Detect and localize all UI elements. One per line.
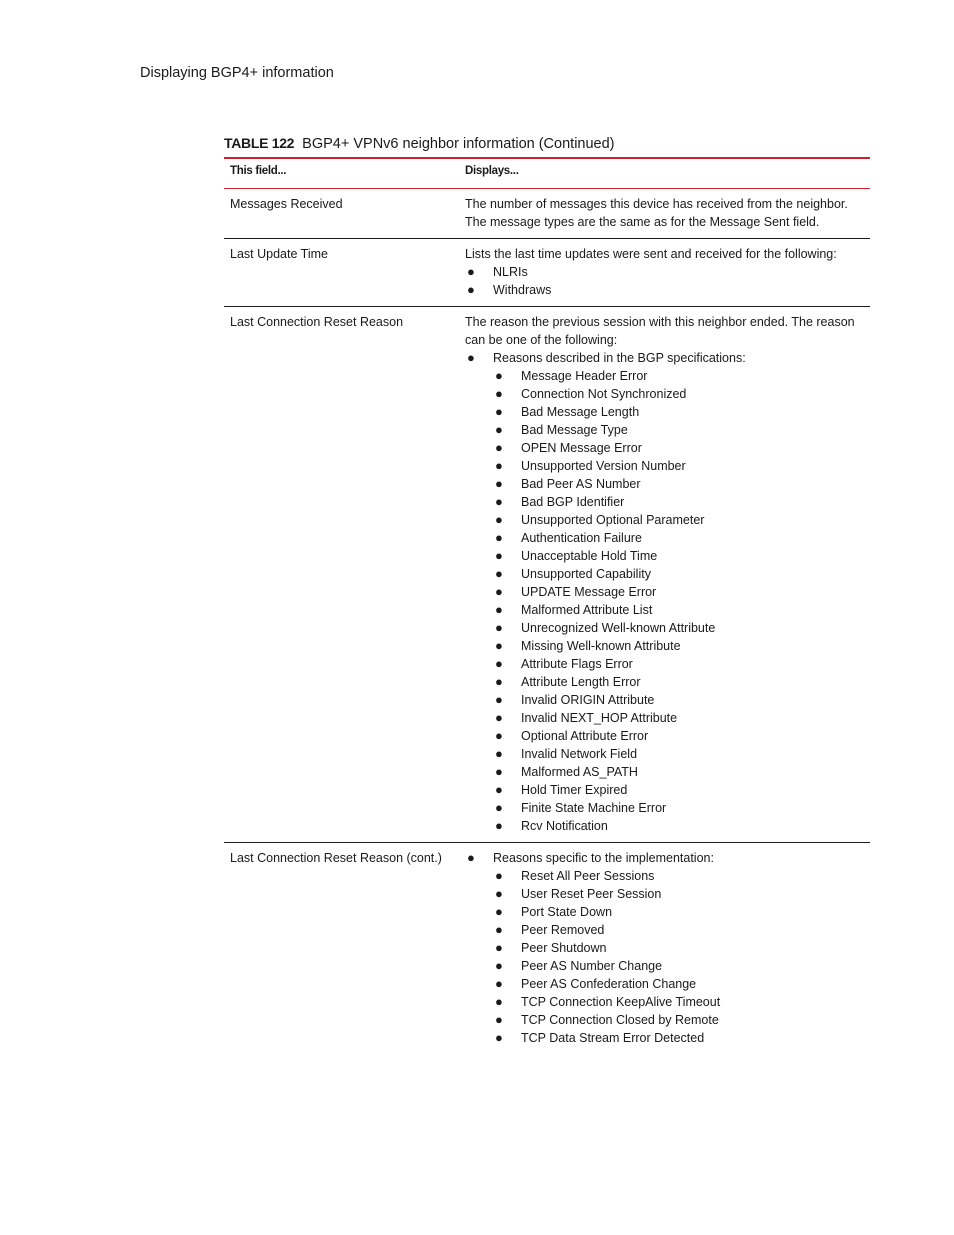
list-item-text: Unrecognized Well-known Attribute xyxy=(521,621,716,635)
column-header-displays: Displays... xyxy=(465,165,519,177)
list-item-text: NLRIs xyxy=(493,265,528,279)
list-item-text: Attribute Flags Error xyxy=(521,657,633,671)
bullet-icon: ● xyxy=(495,476,503,491)
list-item-text: Port State Down xyxy=(521,905,613,919)
list-item-text: OPEN Message Error xyxy=(521,441,642,455)
bullet-icon: ● xyxy=(495,494,503,509)
list-item-text: Missing Well-known Attribute xyxy=(521,639,681,653)
list-item-text: Withdraws xyxy=(493,283,552,297)
list-item xyxy=(493,493,870,511)
list-item xyxy=(493,547,870,565)
field-name: Messages Received xyxy=(230,197,343,211)
list-item-text: Malformed AS_PATH xyxy=(521,765,638,779)
list-item-text: Peer Removed xyxy=(521,923,605,937)
bullet-icon: ● xyxy=(495,868,503,883)
list-item xyxy=(465,349,870,835)
list-item xyxy=(465,849,870,1047)
field-description xyxy=(458,307,870,842)
field-name: Last Connection Reset Reason xyxy=(230,315,404,329)
table-row xyxy=(224,189,870,239)
bullet-list xyxy=(465,263,870,299)
list-item xyxy=(465,263,870,281)
list-item xyxy=(493,475,870,493)
list-item xyxy=(493,385,870,403)
list-item-text: Invalid NEXT_HOP Attribute xyxy=(521,711,678,725)
column-header-field: This field... xyxy=(230,165,287,177)
list-item-text: TCP Data Stream Error Detected xyxy=(521,1031,705,1045)
bullet-icon: ● xyxy=(495,620,503,635)
field-description xyxy=(458,239,870,306)
bullet-icon: ● xyxy=(495,764,503,779)
group-label: Reasons specific to the implementation: xyxy=(493,851,714,865)
table-row xyxy=(224,239,870,307)
list-item xyxy=(493,727,870,745)
list-item xyxy=(493,403,870,421)
bullet-icon: ● xyxy=(495,566,503,581)
list-item xyxy=(493,957,870,975)
list-item xyxy=(493,709,870,727)
list-item-text: Bad BGP Identifier xyxy=(521,495,625,509)
list-item xyxy=(465,281,870,299)
table-row xyxy=(224,307,870,843)
list-item xyxy=(493,993,870,1011)
table-header-row xyxy=(224,159,870,189)
bullet-icon: ● xyxy=(495,746,503,761)
bullet-icon: ● xyxy=(495,994,503,1009)
list-item xyxy=(493,867,870,885)
bullet-icon: ● xyxy=(495,548,503,563)
bullet-icon: ● xyxy=(495,1012,503,1027)
list-item-text: Peer AS Confederation Change xyxy=(521,977,697,991)
bullet-icon: ● xyxy=(495,782,503,797)
bullet-icon: ● xyxy=(495,976,503,991)
bullet-list xyxy=(465,849,870,1047)
list-item xyxy=(493,885,870,903)
list-item-text: Malformed Attribute List xyxy=(521,603,653,617)
list-item xyxy=(493,691,870,709)
list-item xyxy=(493,799,870,817)
list-item-text: Bad Message Type xyxy=(521,423,628,437)
neighbor-info-table xyxy=(224,157,870,1054)
list-item-text: Unsupported Optional Parameter xyxy=(521,513,705,527)
bullet-icon: ● xyxy=(495,422,503,437)
list-item-text: Peer AS Number Change xyxy=(521,959,663,973)
table-number: TABLE 122 xyxy=(224,135,295,151)
description-text: The number of messages this device has received from the neighbor. The message types are the same as for the Message Sent field. xyxy=(465,197,848,229)
list-item xyxy=(493,655,870,673)
list-item-text: Invalid Network Field xyxy=(521,747,638,761)
bullet-list xyxy=(465,349,870,835)
list-item-text: Message Header Error xyxy=(521,369,648,383)
list-item-text: Rcv Notification xyxy=(521,819,608,833)
bullet-icon: ● xyxy=(495,602,503,617)
running-header: Displaying BGP4+ information xyxy=(140,65,334,81)
list-item-text: Reset All Peer Sessions xyxy=(521,869,655,883)
list-item-text: Bad Peer AS Number xyxy=(521,477,641,491)
list-item xyxy=(493,637,870,655)
field-name: Last Update Time xyxy=(230,247,328,261)
list-item-text: Unsupported Capability xyxy=(521,567,651,581)
bullet-icon: ● xyxy=(495,440,503,455)
list-item xyxy=(493,367,870,385)
list-item xyxy=(493,601,870,619)
list-item xyxy=(493,565,870,583)
list-item xyxy=(493,921,870,939)
list-item-text: Hold Timer Expired xyxy=(521,783,628,797)
list-item xyxy=(493,583,870,601)
list-item xyxy=(493,457,870,475)
list-item xyxy=(493,763,870,781)
bullet-icon: ● xyxy=(495,922,503,937)
table-row xyxy=(224,843,870,1054)
bullet-icon: ● xyxy=(467,850,475,865)
bullet-icon: ● xyxy=(495,584,503,599)
list-item-text: Unsupported Version Number xyxy=(521,459,686,473)
list-item xyxy=(493,421,870,439)
bullet-icon: ● xyxy=(467,264,475,279)
table-caption xyxy=(224,135,615,152)
list-item-text: TCP Connection Closed by Remote xyxy=(521,1013,719,1027)
field-description xyxy=(458,189,870,238)
bullet-icon: ● xyxy=(495,800,503,815)
list-item xyxy=(493,439,870,457)
table-title: BGP4+ VPNv6 neighbor information (Continued) xyxy=(302,136,615,152)
bullet-icon: ● xyxy=(467,350,475,365)
bullet-icon: ● xyxy=(495,958,503,973)
field-description xyxy=(458,843,870,1054)
bullet-icon: ● xyxy=(495,886,503,901)
nested-bullet-list xyxy=(493,867,870,1047)
list-item-text: TCP Connection KeepAlive Timeout xyxy=(521,995,721,1009)
bullet-icon: ● xyxy=(495,904,503,919)
list-item xyxy=(493,975,870,993)
list-item xyxy=(493,529,870,547)
list-item-text: Peer Shutdown xyxy=(521,941,607,955)
bullet-icon: ● xyxy=(495,674,503,689)
list-item xyxy=(493,619,870,637)
list-item xyxy=(493,511,870,529)
bullet-icon: ● xyxy=(495,692,503,707)
bullet-icon: ● xyxy=(495,404,503,419)
bullet-icon: ● xyxy=(495,818,503,833)
list-item xyxy=(493,939,870,957)
list-item-text: Finite State Machine Error xyxy=(521,801,667,815)
bullet-icon: ● xyxy=(495,1030,503,1045)
bullet-icon: ● xyxy=(495,458,503,473)
bullet-icon: ● xyxy=(467,282,475,297)
list-item xyxy=(493,1011,870,1029)
bullet-icon: ● xyxy=(495,656,503,671)
list-item-text: Unacceptable Hold Time xyxy=(521,549,658,563)
field-name: Last Connection Reset Reason (cont.) xyxy=(230,851,442,865)
bullet-icon: ● xyxy=(495,368,503,383)
description-text: Lists the last time updates were sent and received for the following: xyxy=(465,247,837,261)
bullet-icon: ● xyxy=(495,530,503,545)
group-label: Reasons described in the BGP specifications: xyxy=(493,351,746,365)
list-item-text: Bad Message Length xyxy=(521,405,640,419)
list-item xyxy=(493,903,870,921)
list-item-text: UPDATE Message Error xyxy=(521,585,657,599)
list-item xyxy=(493,1029,870,1047)
bullet-icon: ● xyxy=(495,728,503,743)
description-text: The reason the previous session with this neighbor ended. The reason can be one of the following: xyxy=(465,315,855,347)
bullet-icon: ● xyxy=(495,386,503,401)
list-item-text: Invalid ORIGIN Attribute xyxy=(521,693,655,707)
list-item-text: Connection Not Synchronized xyxy=(521,387,687,401)
bullet-icon: ● xyxy=(495,512,503,527)
nested-bullet-list xyxy=(493,367,870,835)
list-item-text: User Reset Peer Session xyxy=(521,887,662,901)
bullet-icon: ● xyxy=(495,940,503,955)
list-item xyxy=(493,817,870,835)
list-item-text: Authentication Failure xyxy=(521,531,642,545)
list-item xyxy=(493,745,870,763)
bullet-icon: ● xyxy=(495,710,503,725)
list-item-text: Attribute Length Error xyxy=(521,675,641,689)
list-item xyxy=(493,781,870,799)
list-item-text: Optional Attribute Error xyxy=(521,729,649,743)
list-item xyxy=(493,673,870,691)
bullet-icon: ● xyxy=(495,638,503,653)
